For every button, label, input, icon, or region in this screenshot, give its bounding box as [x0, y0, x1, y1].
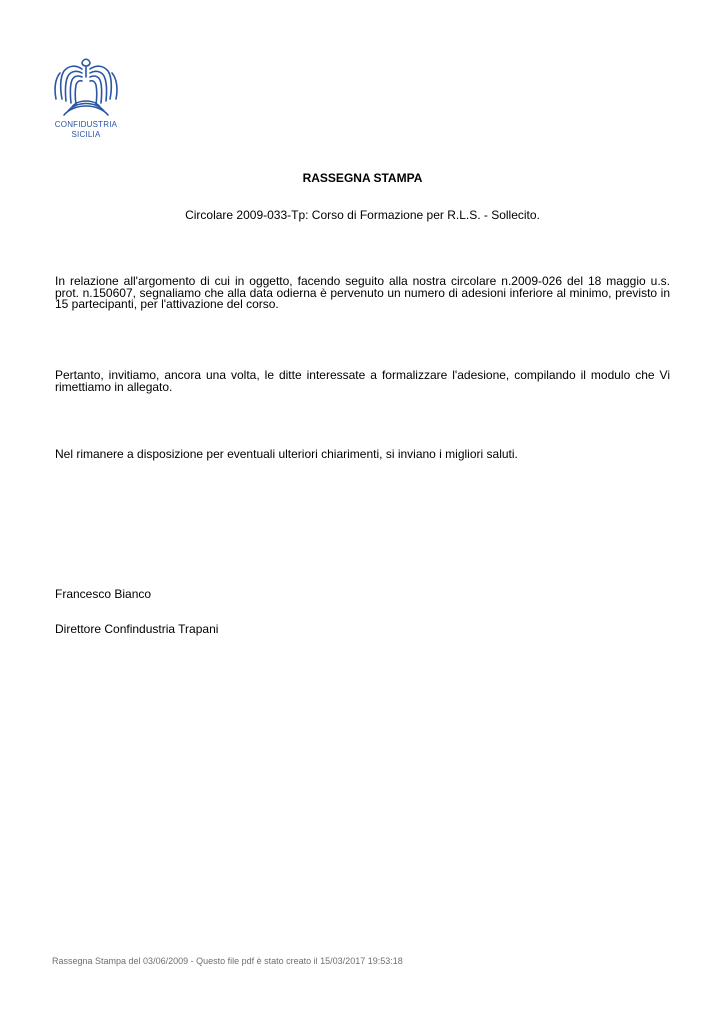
document-subject: Circolare 2009-033-Tp: Corso di Formazione per R.L.S. - Sollecito.: [185, 208, 540, 222]
logo-text-confindustria: CONFIDUSTRIA: [54, 120, 118, 129]
paragraph-intro: In relazione all'argomento di cui in oggetto, facendo seguito alla nostra circolare n.2009-026 del 18 maggio u.s. prot. n.150607, segnaliamo che alla data odierna è pervenuto un numero di adesioni inferiore al minimo, previsto in 15 partecipanti, per l'attivazione del corso.: [55, 274, 670, 312]
signature-role: Direttore Confindustria Trapani: [55, 622, 219, 636]
logo-text-sicilia: SICILIA: [71, 130, 101, 139]
paragraph-request: Pertanto, invitiamo, ancora una volta, le ditte interessate a formalizzare l'adesione, compilando il modulo che Vi rimettiamo in allegato.: [55, 368, 670, 394]
eagle-icon: [52, 55, 120, 117]
paragraph-closing: Nel rimanere a disposizione per eventuali ulteriori chiarimenti, si inviano i migliori saluti.: [55, 447, 518, 461]
signature-name: Francesco Bianco: [55, 587, 152, 601]
page-footer: Rassegna Stampa del 03/06/2009 - Questo file pdf è stato creato il 15/03/2017 19:53:18: [52, 956, 403, 966]
confindustria-logo: [48, 55, 124, 143]
document-title: RASSEGNA STAMPA: [302, 171, 423, 185]
